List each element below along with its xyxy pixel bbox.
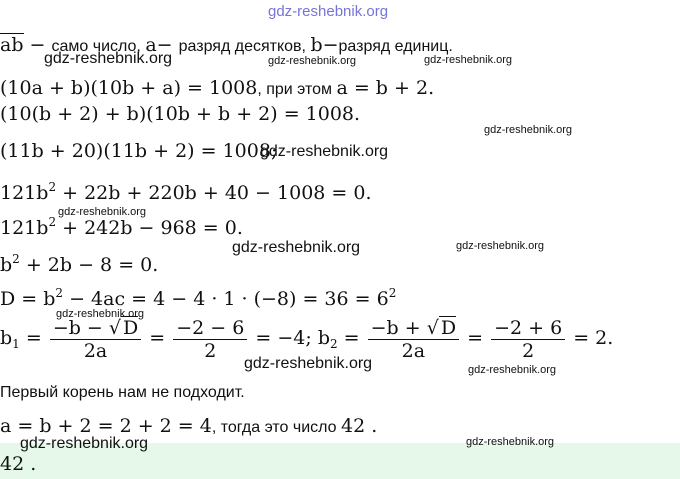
watermark: gdz-reshebnik.org: [466, 436, 555, 448]
answer-line: 42 .: [0, 453, 37, 475]
watermark: gdz-reshebnik.org: [468, 364, 557, 376]
line-6: $121b^2 + 242b - 968 = 0$.: [0, 215, 243, 239]
sqrt-D-2: √ D: [426, 316, 457, 339]
line-5: $121b^2 + 22b + 220b + 40 - 1008 = 0$.: [0, 180, 372, 204]
watermark: gdz-reshebnik.org: [456, 240, 545, 252]
line-4: (11b + 20)(11b + 2) = 1008;: [0, 140, 278, 162]
watermark: gdz-reshebnik.org: [44, 50, 173, 67]
fraction-b2-values: $\frac{-2 + 6}{2}$: [491, 317, 565, 362]
line-10: Первый корень нам не подходит.: [0, 384, 245, 401]
line-8: $D = b^2 - 4ac = 4 - 4 \cdot 1 \cdot (-8) = 36 = 6^2$: [0, 286, 397, 310]
watermark: gdz-reshebnik.org: [260, 143, 389, 160]
watermark: gdz-reshebnik.org: [244, 355, 373, 372]
watermark: gdz-reshebnik.org: [268, 55, 357, 67]
watermark: gdz-reshebnik.org: [58, 206, 147, 218]
line-2: (10a + b)(10b + a) = 1008, при этом a = b + 2.: [0, 77, 435, 99]
watermark: gdz-reshebnik.org: [20, 435, 149, 452]
line-7: $b^2 + 2b - 8 = 0$.: [0, 252, 159, 276]
line-9-roots: $b_1$ = $\frac{-b - √ D}{2a}$ = $\frac{-2 - 6}{2}$ = −4; $b_2$ = $\frac{-b + √ D}{2a}$ = $\frac{-2 + 6}{2}$ = 2.: [0, 316, 614, 362]
watermark-top: gdz-reshebnik.org: [268, 3, 389, 20]
line-11: a = b + 2 = 2 + 2 = 4, тогда это число 42 .: [0, 415, 378, 437]
fraction-b1: $\frac{-b - √ D}{2a}$: [50, 317, 141, 362]
sqrt-D: √ D: [108, 316, 139, 339]
watermark: gdz-reshebnik.org: [424, 54, 513, 66]
number-ab: ab: [0, 34, 24, 56]
answer-value: 42: [0, 453, 25, 475]
line-3: (10(b + 2) + b)(10b + b + 2) = 1008.: [0, 103, 361, 125]
line-1: ab − само число, a− разряд десятков, b−разряд единиц.: [0, 34, 453, 56]
fraction-b2: $\frac{-b + √ D}{2a}$: [368, 317, 459, 362]
watermark: gdz-reshebnik.org: [232, 239, 361, 256]
watermark: gdz-reshebnik.org: [56, 308, 145, 320]
watermark: gdz-reshebnik.org: [484, 124, 573, 136]
fraction-b1-values: $\frac{-2 - 6}{2}$: [173, 317, 247, 362]
